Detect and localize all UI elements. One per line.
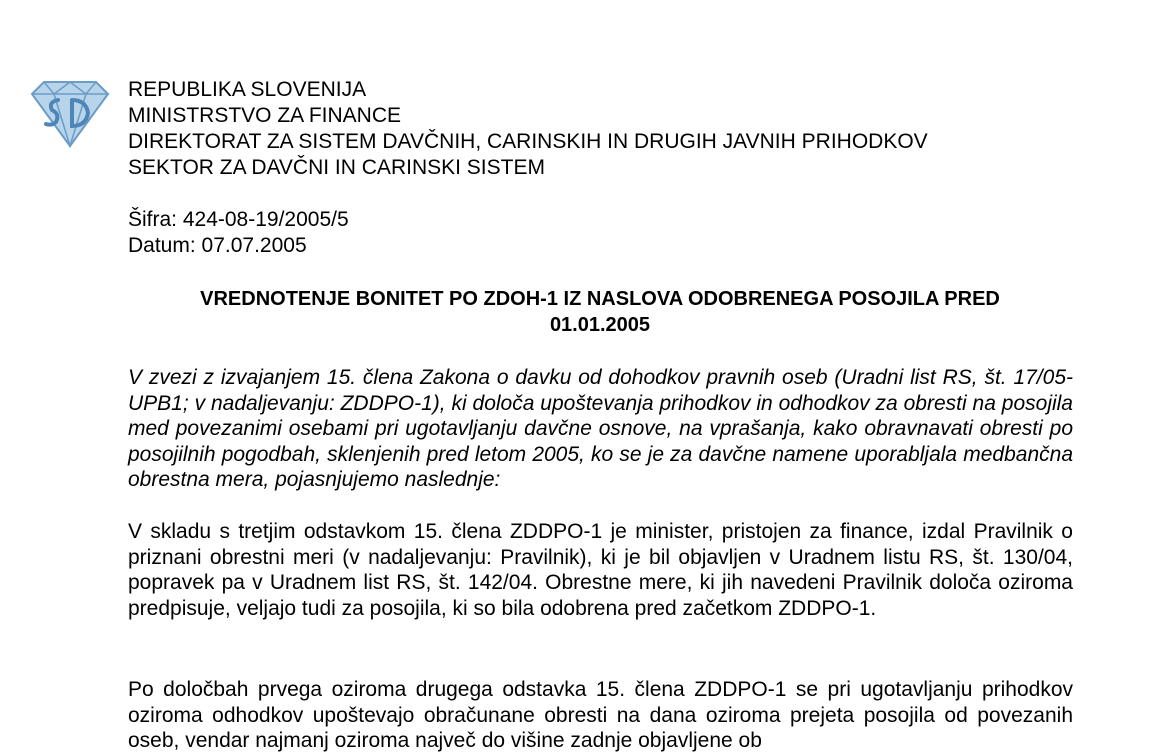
document-date: Datum: 07.07.2005 xyxy=(128,234,307,257)
title-line-1: VREDNOTENJE BONITET PO ZDOH-1 IZ NASLOVA ODOBRENEGA POSOJILA PRED xyxy=(200,288,1000,310)
body-paragraph-2: Po določbah prvega oziroma drugega odstavka 15. člena ZDDPO-1 se pri ugotavljanju prihodkov oziroma odhodkov upoštevajo obračunane obresti na dana oziroma prejeta posojila od povezanih oseb, vendar najmanj oziroma največ do višine zadnje objavljene ob xyxy=(128,678,1073,752)
intro-paragraph: V zvezi z izvajanjem 15. člena Zakona o davku od dohodkov pravnih oseb (Uradni list RS, št. 17/05-UPB1; v nadaljevanju: ZDDPO-1), ki določa upoštevanja prihodkov in odhodkov za obresti na posojila med povezanimi osebami pri ugotavljanju davčne osnove, na vprašanja, kako obravnavati obresti po posojilnih pogodbah, sklenjenih pred letom 2005, ko se je za davčne namene uporabljala medbančna obrestna mera, pojasnjujemo naslednje: xyxy=(128,366,1073,491)
header-sector: SEKTOR ZA DAVČNI IN CARINSKI SISTEM xyxy=(128,156,545,179)
document-title xyxy=(128,286,1072,338)
body-paragraph-1: V skladu s tretjim odstavkom 15. člena ZDDPO-1 je minister, pristojen za finance, izdal Pravilnik o priznani obrestni meri (v nadaljevanju: Pravilnik), ki je bil objavljen v Uradnem listu RS, št. 130/04, popravek pa v Uradnem list RS, št. 142/04. Obrestne mere, ki jih navedeni Pravilnik določa oziroma predpisuje, veljajo tudi za posojila, ki so bila odobrena pred začetkom ZDDPO-1. xyxy=(128,520,1073,620)
diamond-emblem-icon xyxy=(28,78,112,150)
header-country: REPUBLIKA SLOVENIJA xyxy=(128,78,367,101)
title-line-2: 01.01.2005 xyxy=(549,314,651,336)
header-directorate: DIREKTORAT ZA SISTEM DAVČNIH, CARINSKIH IN DRUGIH JAVNIH PRIHODKOV xyxy=(128,130,928,153)
document-meta xyxy=(128,207,349,259)
reference-number: Šifra: 424-08-19/2005/5 xyxy=(128,208,349,231)
document-header xyxy=(128,77,928,181)
ministry-logo xyxy=(28,78,112,150)
header-ministry: MINISTRSTVO ZA FINANCE xyxy=(128,104,402,127)
